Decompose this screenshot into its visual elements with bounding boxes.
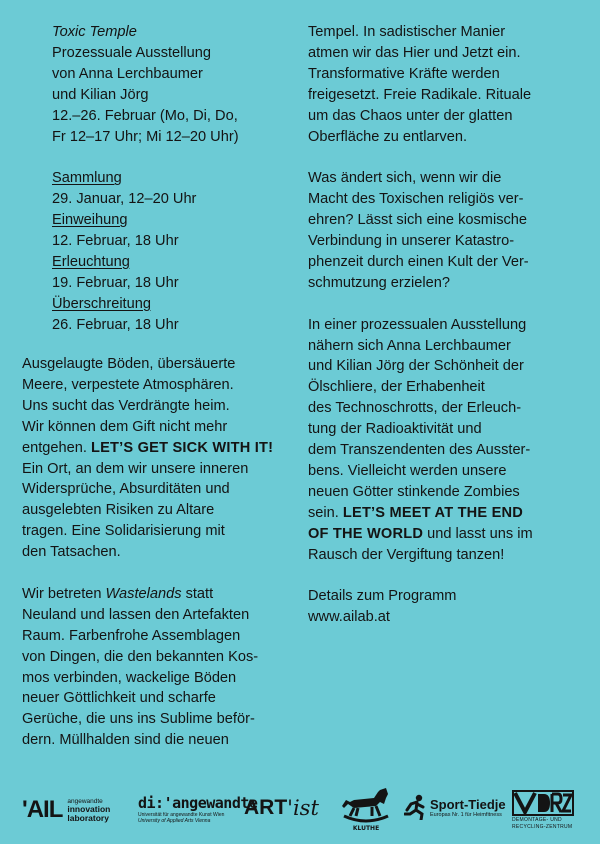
text-line: Tempel. In sadistischer Manier bbox=[308, 24, 506, 40]
program-details-label: Details zum Programm bbox=[308, 588, 457, 605]
italic-term: Wastelands bbox=[105, 585, 182, 602]
text-line: Was ändert sich, wenn wir die bbox=[308, 170, 502, 187]
drz-logo-sub: RECYCLING-ZENTRUM bbox=[512, 824, 573, 830]
ail-logo-line: laboratory bbox=[67, 812, 109, 823]
text-line bbox=[22, 584, 300, 605]
schedule-label: Erleuchtung bbox=[52, 253, 130, 270]
text-line: dem Transzendenten des Ausster- bbox=[308, 442, 531, 459]
text-line: Uns sucht das Verdrängte heim. bbox=[22, 397, 230, 414]
text-line: um das Chaos unter der glatten bbox=[308, 107, 513, 124]
website-link[interactable]: www.ailab.at bbox=[308, 609, 390, 626]
text-line: Macht des Toxischen religiös ver- bbox=[308, 191, 524, 208]
ail-logo-text bbox=[67, 798, 110, 822]
text-line: tragen. Eine Solidarisierung mit bbox=[22, 523, 225, 540]
text-line: bens. Vielleicht werden unsere bbox=[308, 463, 507, 479]
text-line: Verbindung in unserer Katastro- bbox=[308, 233, 515, 250]
drz-logo-mark bbox=[512, 790, 574, 816]
text-line: Ölschliere, der Erhabenheit bbox=[308, 379, 485, 396]
slogan: LET’S GET SICK WITH IT! bbox=[90, 439, 274, 456]
schedule-label: Überschreitung bbox=[52, 295, 151, 312]
text-line: und Kilian Jörg der Schönheit der bbox=[308, 358, 524, 375]
text-line bbox=[308, 503, 580, 524]
text-line: ehren? Lässt sich eine kosmische bbox=[308, 212, 528, 229]
schedule-label: Sammlung bbox=[52, 170, 122, 187]
exhibition-title: Toxic Temple bbox=[52, 24, 137, 40]
angewandte-logo-name: di:'angewandte bbox=[138, 794, 258, 812]
text-line: nähern sich Anna Lerchbaumer bbox=[308, 337, 511, 354]
text-line: den Tatsachen. bbox=[22, 544, 121, 561]
schedule-date: 19. Februar, 18 Uhr bbox=[52, 274, 179, 291]
sport-tiedje-text bbox=[430, 797, 506, 818]
rocking-horse-icon bbox=[340, 786, 392, 832]
artist-logo-a: ART bbox=[244, 796, 288, 819]
horse-logo-label: KLUTHE bbox=[352, 825, 380, 832]
text-line: atmen wir das Hier und Jetzt ein. bbox=[308, 44, 521, 61]
text-line: Neuland und lassen den Artefakten bbox=[22, 606, 250, 623]
text-line: mos verbinden, wackelige Böden bbox=[22, 669, 237, 686]
ail-logo-line: innovation bbox=[67, 804, 111, 814]
artist-logo-b: 'ist bbox=[287, 796, 319, 820]
text-line: dern. Müllhalden sind die neuen bbox=[22, 732, 229, 749]
header-line: 12.–26. Februar (Mo, Di, Do, bbox=[52, 107, 238, 124]
sport-tiedje-title: Sport-Tiedje bbox=[430, 796, 506, 812]
text-line: Rausch der Vergiftung tanzen! bbox=[308, 546, 505, 563]
text-fragment: sein. bbox=[308, 504, 343, 521]
right-body-text bbox=[308, 22, 580, 628]
sport-tiedje-sub: Europas Nr. 1 für Heimfitness bbox=[430, 811, 502, 818]
angewandte-logo-sub: Universität für angewandte Kunst Wien bbox=[138, 812, 225, 818]
angewandte-logo-sub: University of Applied Arts Vienna bbox=[138, 818, 211, 824]
schedule-date: 29. Januar, 12–20 Uhr bbox=[52, 191, 197, 208]
text-line: des Technoschrotts, der Erleuch- bbox=[308, 400, 522, 417]
text-line: ausgelebten Risiken zu Altare bbox=[22, 502, 215, 519]
text-line: Raum. Farbenfrohe Assemblagen bbox=[22, 627, 241, 644]
text-line: Widersprüche, Absurditäten und bbox=[22, 481, 230, 498]
rocking-horse-logo bbox=[340, 786, 392, 832]
header-line: Fr 12–17 Uhr; Mi 12–20 Uhr) bbox=[52, 128, 239, 145]
text-line: neuer Göttlichkeit und scharfe bbox=[22, 690, 216, 707]
text-line: Ein Ort, an dem wir unsere inneren bbox=[22, 460, 249, 477]
schedule-date: 26. Februar, 18 Uhr bbox=[52, 316, 179, 333]
artist-logo bbox=[244, 796, 319, 820]
event-header bbox=[52, 22, 292, 336]
schedule-label: Einweihung bbox=[52, 212, 128, 229]
schedule-date: 12. Februar, 18 Uhr bbox=[52, 233, 179, 250]
text-line: phenzeit durch einen Kult der Ver- bbox=[308, 253, 529, 270]
text-line: von Dingen, die den bekannten Kos- bbox=[22, 648, 259, 665]
header-line: von Anna Lerchbaumer bbox=[52, 65, 203, 82]
text-line: neuen Götter stinkende Zombies bbox=[308, 483, 520, 500]
left-body-text bbox=[22, 354, 300, 751]
runner-icon bbox=[404, 794, 426, 820]
text-line: Meere, verpestete Atmosphären. bbox=[22, 376, 234, 393]
slogan: LET’S MEET AT THE END bbox=[342, 504, 524, 521]
sponsor-logos bbox=[0, 784, 600, 834]
slogan: OF THE WORLD bbox=[308, 525, 424, 542]
sport-tiedje-logo bbox=[404, 794, 506, 820]
text-line: Transformative Kräfte werden bbox=[308, 65, 500, 82]
text-line: Gerüche, die uns ins Sublime beför- bbox=[22, 711, 255, 728]
ail-logo bbox=[22, 796, 110, 824]
text-fragment: entgehen. bbox=[22, 439, 91, 456]
text-line: Ausgelaugte Böden, übersäuerte bbox=[22, 356, 236, 372]
text-line bbox=[308, 524, 580, 545]
ail-logo-mark: 'AIL bbox=[22, 796, 63, 823]
text-line: Wir können dem Gift nicht mehr bbox=[22, 418, 228, 435]
angewandte-logo bbox=[138, 794, 257, 824]
text-line bbox=[22, 438, 300, 459]
drz-logo-sub: DEMONTAGE- UND bbox=[512, 817, 562, 823]
text-line: Oberfläche zu entlarven. bbox=[308, 128, 467, 145]
text-line: freigesetzt. Freie Radikale. Rituale bbox=[308, 86, 532, 103]
text-fragment: und lasst uns im bbox=[423, 525, 533, 542]
ail-logo-line: angewandte bbox=[67, 798, 103, 805]
text-fragment: Wir betreten bbox=[22, 585, 106, 602]
header-line: Prozessuale Ausstellung bbox=[52, 44, 212, 61]
text-line: tung der Radioaktivität und bbox=[308, 421, 482, 438]
header-line: und Kilian Jörg bbox=[52, 86, 149, 103]
drz-logo bbox=[512, 790, 574, 830]
text-line: schmutzung erzielen? bbox=[308, 274, 450, 291]
text-fragment: statt bbox=[181, 585, 214, 602]
text-line: In einer prozessualen Ausstellung bbox=[308, 316, 527, 333]
